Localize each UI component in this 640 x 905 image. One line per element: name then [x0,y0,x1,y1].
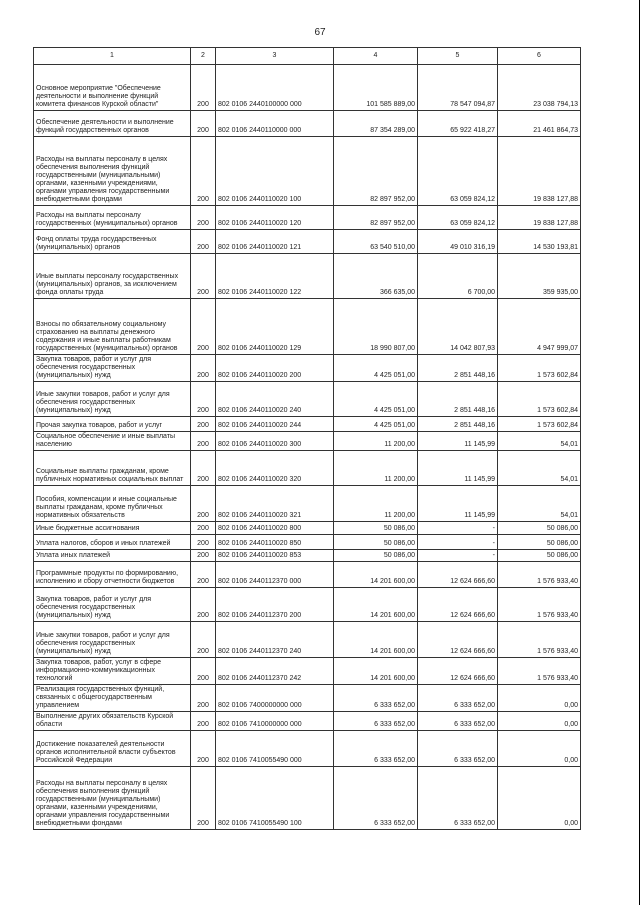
row-value-col5: - [418,535,498,550]
row-name: Достижение показателей деятельности органов исполнительной власти субъектов Российской Федерации [34,731,191,767]
row-value-col6: 50 086,00 [498,550,581,562]
row-value-col6: 359 935,00 [498,254,581,299]
row-value-col6: 1 576 933,40 [498,622,581,658]
row-value-col6: 54,01 [498,451,581,486]
row-name: Расходы на выплаты персоналу в целях обеспечения выполнения функций государственными (муниципальными) органами, казенными учреждениями, органами управления государственными внебюджетными фондами [34,767,191,830]
table-row [34,731,581,767]
table-row [34,588,581,622]
row-value-col5: 12 624 666,60 [418,562,498,588]
row-classification: 802 0106 7410055490 000 [216,731,334,767]
page-number: 67 [314,27,326,38]
table-row [34,230,581,254]
row-value-col6: 0,00 [498,731,581,767]
budget-table [33,47,581,830]
row-classification: 802 0106 2440110020 320 [216,451,334,486]
row-code: 200 [191,712,216,731]
row-value-col4: 82 897 952,00 [334,137,418,206]
row-name: Обеспечение деятельности и выполнение функций государственных органов [34,111,191,137]
row-value-col4: 14 201 600,00 [334,622,418,658]
row-code: 200 [191,111,216,137]
row-value-col6: 14 530 193,81 [498,230,581,254]
row-value-col5: 65 922 418,27 [418,111,498,137]
row-code: 200 [191,451,216,486]
row-classification: 802 0106 2440110020 122 [216,254,334,299]
row-value-col5: 14 042 807,93 [418,299,498,355]
row-code: 200 [191,562,216,588]
row-value-col4: 366 635,00 [334,254,418,299]
row-value-col5: 2 851 448,16 [418,355,498,382]
row-value-col5: 2 851 448,16 [418,382,498,417]
table-row [34,65,581,111]
row-value-col6: 4 947 999,07 [498,299,581,355]
row-value-col4: 63 540 510,00 [334,230,418,254]
table-row [34,658,581,685]
row-name: Пособия, компенсации и иные социальные выплаты гражданам, кроме публичных нормативных обязательств [34,486,191,522]
table-row [34,417,581,432]
row-classification: 802 0106 2440110020 129 [216,299,334,355]
table-row [34,767,581,830]
row-value-col5: 11 145,99 [418,451,498,486]
row-value-col6: 21 461 864,73 [498,111,581,137]
row-value-col4: 4 425 051,00 [334,417,418,432]
row-value-col5: 63 059 824,12 [418,206,498,230]
row-name: Программные продукты по формированию, исполнению и сбору отчетности бюджетов [34,562,191,588]
row-code: 200 [191,137,216,206]
row-value-col4: 11 200,00 [334,451,418,486]
table-header-row [34,48,581,65]
row-name: Основное мероприятие "Обеспечение деятельности и выполнение функций комитета финансов Курской области" [34,65,191,111]
row-code: 200 [191,254,216,299]
row-classification: 802 0106 2440110020 121 [216,230,334,254]
row-classification: 802 0106 2440110020 853 [216,550,334,562]
table-row [34,622,581,658]
row-value-col4: 6 333 652,00 [334,767,418,830]
row-value-col4: 18 990 807,00 [334,299,418,355]
row-value-col6: 1 573 602,84 [498,417,581,432]
row-classification: 802 0106 2440110020 321 [216,486,334,522]
row-value-col5: - [418,550,498,562]
row-value-col4: 82 897 952,00 [334,206,418,230]
table-row [34,535,581,550]
row-classification: 802 0106 7400000000 000 [216,685,334,712]
row-name: Иные закупки товаров, работ и услуг для обеспечения государственных (муниципальных) нужд [34,382,191,417]
row-value-col5: 6 700,00 [418,254,498,299]
row-name: Социальные выплаты гражданам, кроме публичных нормативных социальных выплат [34,451,191,486]
row-name: Фонд оплаты труда государственных (муниципальных) органов [34,230,191,254]
row-value-col5: 63 059 824,12 [418,137,498,206]
column-header: 6 [498,48,581,65]
row-value-col5: 12 624 666,60 [418,658,498,685]
row-classification: 802 0106 2440110020 240 [216,382,334,417]
row-code: 200 [191,550,216,562]
row-value-col5: 11 145,99 [418,486,498,522]
row-name: Закупка товаров, работ и услуг для обеспечения государственных (муниципальных) нужд [34,355,191,382]
row-value-col6: 0,00 [498,767,581,830]
row-value-col6: 0,00 [498,712,581,731]
row-name: Взносы по обязательному социальному страхованию на выплаты денежного содержания и иные выплаты работникам государственных (муниципальных) органов [34,299,191,355]
row-value-col6: 50 086,00 [498,522,581,535]
row-classification: 802 0106 2440112370 240 [216,622,334,658]
row-value-col4: 14 201 600,00 [334,588,418,622]
table-row [34,685,581,712]
table-row [34,550,581,562]
row-code: 200 [191,767,216,830]
table-row [34,206,581,230]
table-row [34,432,581,451]
row-value-col4: 50 086,00 [334,550,418,562]
row-value-col6: 50 086,00 [498,535,581,550]
row-value-col4: 14 201 600,00 [334,658,418,685]
row-code: 200 [191,685,216,712]
row-classification: 802 0106 2440110020 850 [216,535,334,550]
row-value-col4: 11 200,00 [334,432,418,451]
table-row [34,382,581,417]
row-classification: 802 0106 2440110020 244 [216,417,334,432]
row-name: Иные выплаты персоналу государственных (муниципальных) органов, за исключением фонда оплаты труда [34,254,191,299]
row-code: 200 [191,622,216,658]
column-header: 4 [334,48,418,65]
row-value-col5: 12 624 666,60 [418,588,498,622]
row-value-col6: 19 838 127,88 [498,137,581,206]
row-name: Социальное обеспечение и иные выплаты населению [34,432,191,451]
row-code: 200 [191,432,216,451]
row-value-col5: 2 851 448,16 [418,417,498,432]
row-name: Иные закупки товаров, работ и услуг для обеспечения государственных (муниципальных) нужд [34,622,191,658]
row-value-col6: 54,01 [498,432,581,451]
table-row [34,299,581,355]
row-value-col5: 11 145,99 [418,432,498,451]
row-value-col4: 6 333 652,00 [334,685,418,712]
table-row [34,111,581,137]
row-value-col4: 14 201 600,00 [334,562,418,588]
table-row [34,562,581,588]
row-value-col6: 23 038 794,13 [498,65,581,111]
row-code: 200 [191,486,216,522]
row-classification: 802 0106 7410000000 000 [216,712,334,731]
row-code: 200 [191,731,216,767]
row-value-col6: 54,01 [498,486,581,522]
row-code: 200 [191,299,216,355]
row-value-col5: 49 010 316,19 [418,230,498,254]
row-classification: 802 0106 7410055490 100 [216,767,334,830]
row-code: 200 [191,535,216,550]
row-name: Выполнение других обязательств Курской области [34,712,191,731]
row-classification: 802 0106 2440110000 000 [216,111,334,137]
table-row [34,137,581,206]
row-value-col4: 87 354 289,00 [334,111,418,137]
row-classification: 802 0106 2440112370 000 [216,562,334,588]
row-classification: 802 0106 2440100000 000 [216,65,334,111]
table-row [34,451,581,486]
row-value-col6: 1 573 602,84 [498,355,581,382]
row-value-col6: 1 576 933,40 [498,658,581,685]
row-value-col5: 6 333 652,00 [418,731,498,767]
table-row [34,254,581,299]
column-header: 5 [418,48,498,65]
row-name: Иные бюджетные ассигнования [34,522,191,535]
row-name: Уплата иных платежей [34,550,191,562]
row-value-col5: 6 333 652,00 [418,712,498,731]
row-code: 200 [191,417,216,432]
row-value-col5: - [418,522,498,535]
row-value-col4: 50 086,00 [334,522,418,535]
row-value-col6: 0,00 [498,685,581,712]
row-name: Расходы на выплаты персоналу государственных (муниципальных) органов [34,206,191,230]
row-code: 200 [191,206,216,230]
row-value-col5: 12 624 666,60 [418,622,498,658]
row-code: 200 [191,355,216,382]
row-value-col4: 6 333 652,00 [334,731,418,767]
row-value-col5: 6 333 652,00 [418,767,498,830]
table-row [34,355,581,382]
row-classification: 802 0106 2440112370 200 [216,588,334,622]
row-value-col4: 11 200,00 [334,486,418,522]
row-classification: 802 0106 2440112370 242 [216,658,334,685]
row-code: 200 [191,588,216,622]
row-classification: 802 0106 2440110020 300 [216,432,334,451]
row-value-col5: 6 333 652,00 [418,685,498,712]
row-classification: 802 0106 2440110020 100 [216,137,334,206]
row-name: Закупка товаров, работ, услуг в сфере информационно-коммуникационных технологий [34,658,191,685]
row-classification: 802 0106 2440110020 800 [216,522,334,535]
column-header: 2 [191,48,216,65]
row-value-col4: 101 585 889,00 [334,65,418,111]
row-classification: 802 0106 2440110020 200 [216,355,334,382]
column-header: 1 [34,48,191,65]
row-code: 200 [191,65,216,111]
row-value-col6: 1 576 933,40 [498,588,581,622]
table-row [34,486,581,522]
row-code: 200 [191,230,216,254]
row-value-col6: 1 576 933,40 [498,562,581,588]
table-row [34,712,581,731]
row-value-col4: 6 333 652,00 [334,712,418,731]
row-name: Прочая закупка товаров, работ и услуг [34,417,191,432]
row-name: Закупка товаров, работ и услуг для обеспечения государственных (муниципальных) нужд [34,588,191,622]
row-name: Уплата налогов, сборов и иных платежей [34,535,191,550]
row-value-col4: 4 425 051,00 [334,382,418,417]
row-code: 200 [191,382,216,417]
row-value-col6: 19 838 127,88 [498,206,581,230]
table-row [34,522,581,535]
row-name: Реализация государственных функций, связанных с общегосударственным управлением [34,685,191,712]
row-value-col4: 50 086,00 [334,535,418,550]
row-classification: 802 0106 2440110020 120 [216,206,334,230]
row-value-col5: 78 547 094,87 [418,65,498,111]
row-code: 200 [191,658,216,685]
row-code: 200 [191,522,216,535]
row-value-col6: 1 573 602,84 [498,382,581,417]
row-name: Расходы на выплаты персоналу в целях обеспечения выполнения функций государственными (муниципальными) органами, казенными учреждениями, органами управления государственными внебюджетными фондами [34,137,191,206]
column-header: 3 [216,48,334,65]
row-value-col4: 4 425 051,00 [334,355,418,382]
